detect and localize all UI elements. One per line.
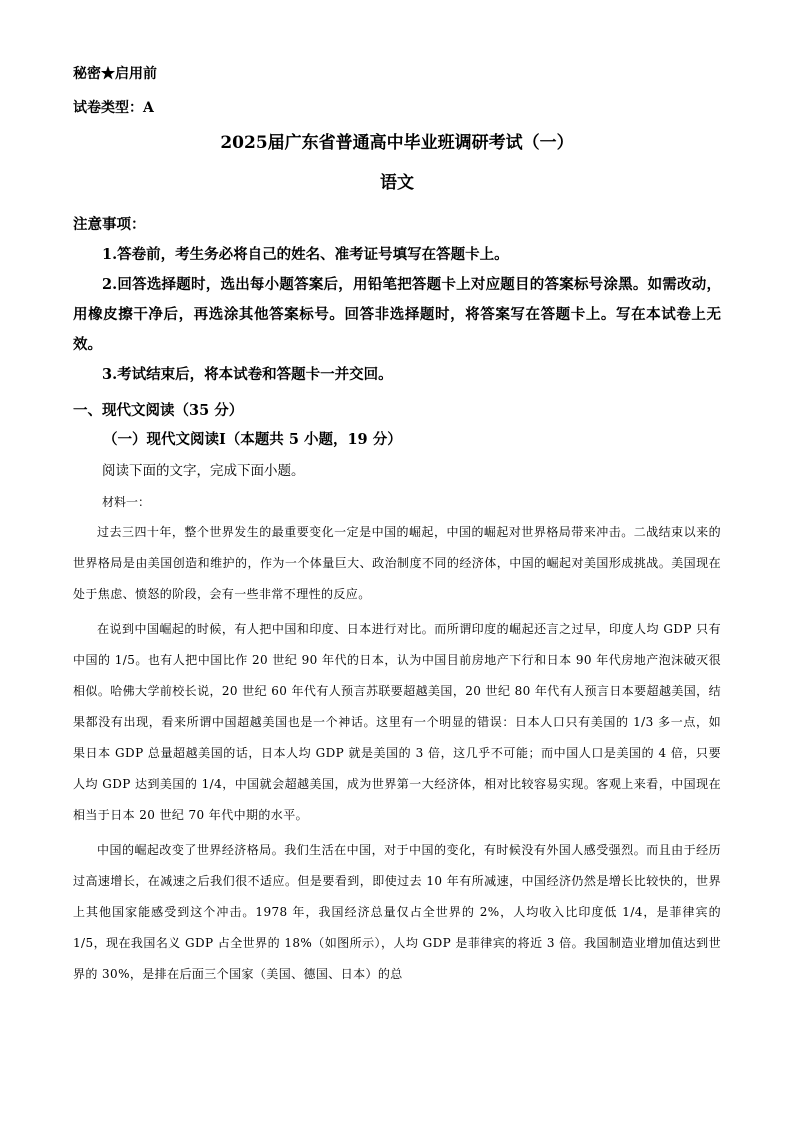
notice-item-1: 1.答卷前，考生务必将自己的姓名、准考证号填写在答题卡上。 xyxy=(102,246,509,263)
paper-type-label: 试卷类型：A xyxy=(73,100,154,116)
material-paragraph-3: 中国的崛起改变了世界经济格局。我们生活在中国，对于中国的变化，有时候没有外国人感受强烈。而且由于经历过高速增长，在减速之后我们很不适应。但是要看到，即使过去 10 年有所减速，中国经济仍然是增长比较快的，世界上其他国家能感受到这个冲击。1978 年，我国经济总量仅占全世界的 2%，人均收入比印度低 1/4，是菲律宾的 1/5，现在我国名义 GDP 占全世界的 18%（如图所示），人均 GDP 是菲律宾的将近 3 倍。我国制造业增加值达到世界的 30%，是排在后面三个国家（美国、德国、日本）的总 xyxy=(73,843,721,981)
exam-title: 2025届广东省普通高中毕业班调研考试（一） xyxy=(220,133,574,153)
confidential-label: 秘密★启用前 xyxy=(73,66,157,82)
subsection-heading: （一）现代文阅读Ⅰ（本题共 5 小题，19 分） xyxy=(103,431,402,448)
subject-title: 语文 xyxy=(380,173,414,193)
reading-instruction: 阅读下面的文字，完成下面小题。 xyxy=(102,463,305,479)
material-text xyxy=(73,517,721,994)
material-paragraph-2: 在说到中国崛起的时候，有人把中国和印度、日本进行对比。而所谓印度的崛起还言之过早，印度人均 GDP 只有中国的 1/5。也有人把中国比作 20 世纪 90 年代的日本，认为中国目前房地产下行和日本 90 年代房地产泡沫破灭很相似。哈佛大学前校长说，20 世纪 60 年代有人预言苏联要超越美国，20 世纪 80 年代有人预言日本要超越美国，结果都没有出现，看来所谓中国超越美国也是一个神话。这里有一个明显的错误：日本人口只有美国的 1/3 多一点，如果日本 GDP 总量超越美国的话，日本人均 GDP 就是美国的 3 倍，这几乎不可能；而中国人口是美国的 4 倍，只要人均 GDP 达到美国的 1/4，中国就会超越美国，成为世界第一大经济体，相对比较容易实现。客观上来看，中国现在相当于日本 20 世纪 70 年代中期的水平。 xyxy=(73,622,721,822)
notice-section xyxy=(73,210,721,390)
material-paragraph-1: 过去三四十年，整个世界发生的最重要变化一定是中国的崛起，中国的崛起对世界格局带来冲击。二战结束以来的世界格局是由美国创造和维护的，作为一个体量巨大、政治制度不同的经济体，中国的崛起对美国形成挑战。美国现在处于焦虑、愤怒的阶段，会有一些非常不理性的反应。 xyxy=(73,525,721,601)
notice-heading: 注意事项： xyxy=(73,216,146,233)
section-heading: 一、现代文阅读（35 分） xyxy=(73,402,244,419)
notice-item-2: 2.回答选择题时，选出每小题答案后，用铅笔把答题卡上对应题目的答案标号涂黑。如需改动，用橡皮擦干净后，再选涂其他答案标号。回答非选择题时，将答案写在答题卡上。写在本试卷上无效。 xyxy=(73,276,721,353)
notice-item-3: 3.考试结束后，将本试卷和答题卡一并交回。 xyxy=(102,366,393,383)
material-label: 材料一： xyxy=(102,495,151,509)
